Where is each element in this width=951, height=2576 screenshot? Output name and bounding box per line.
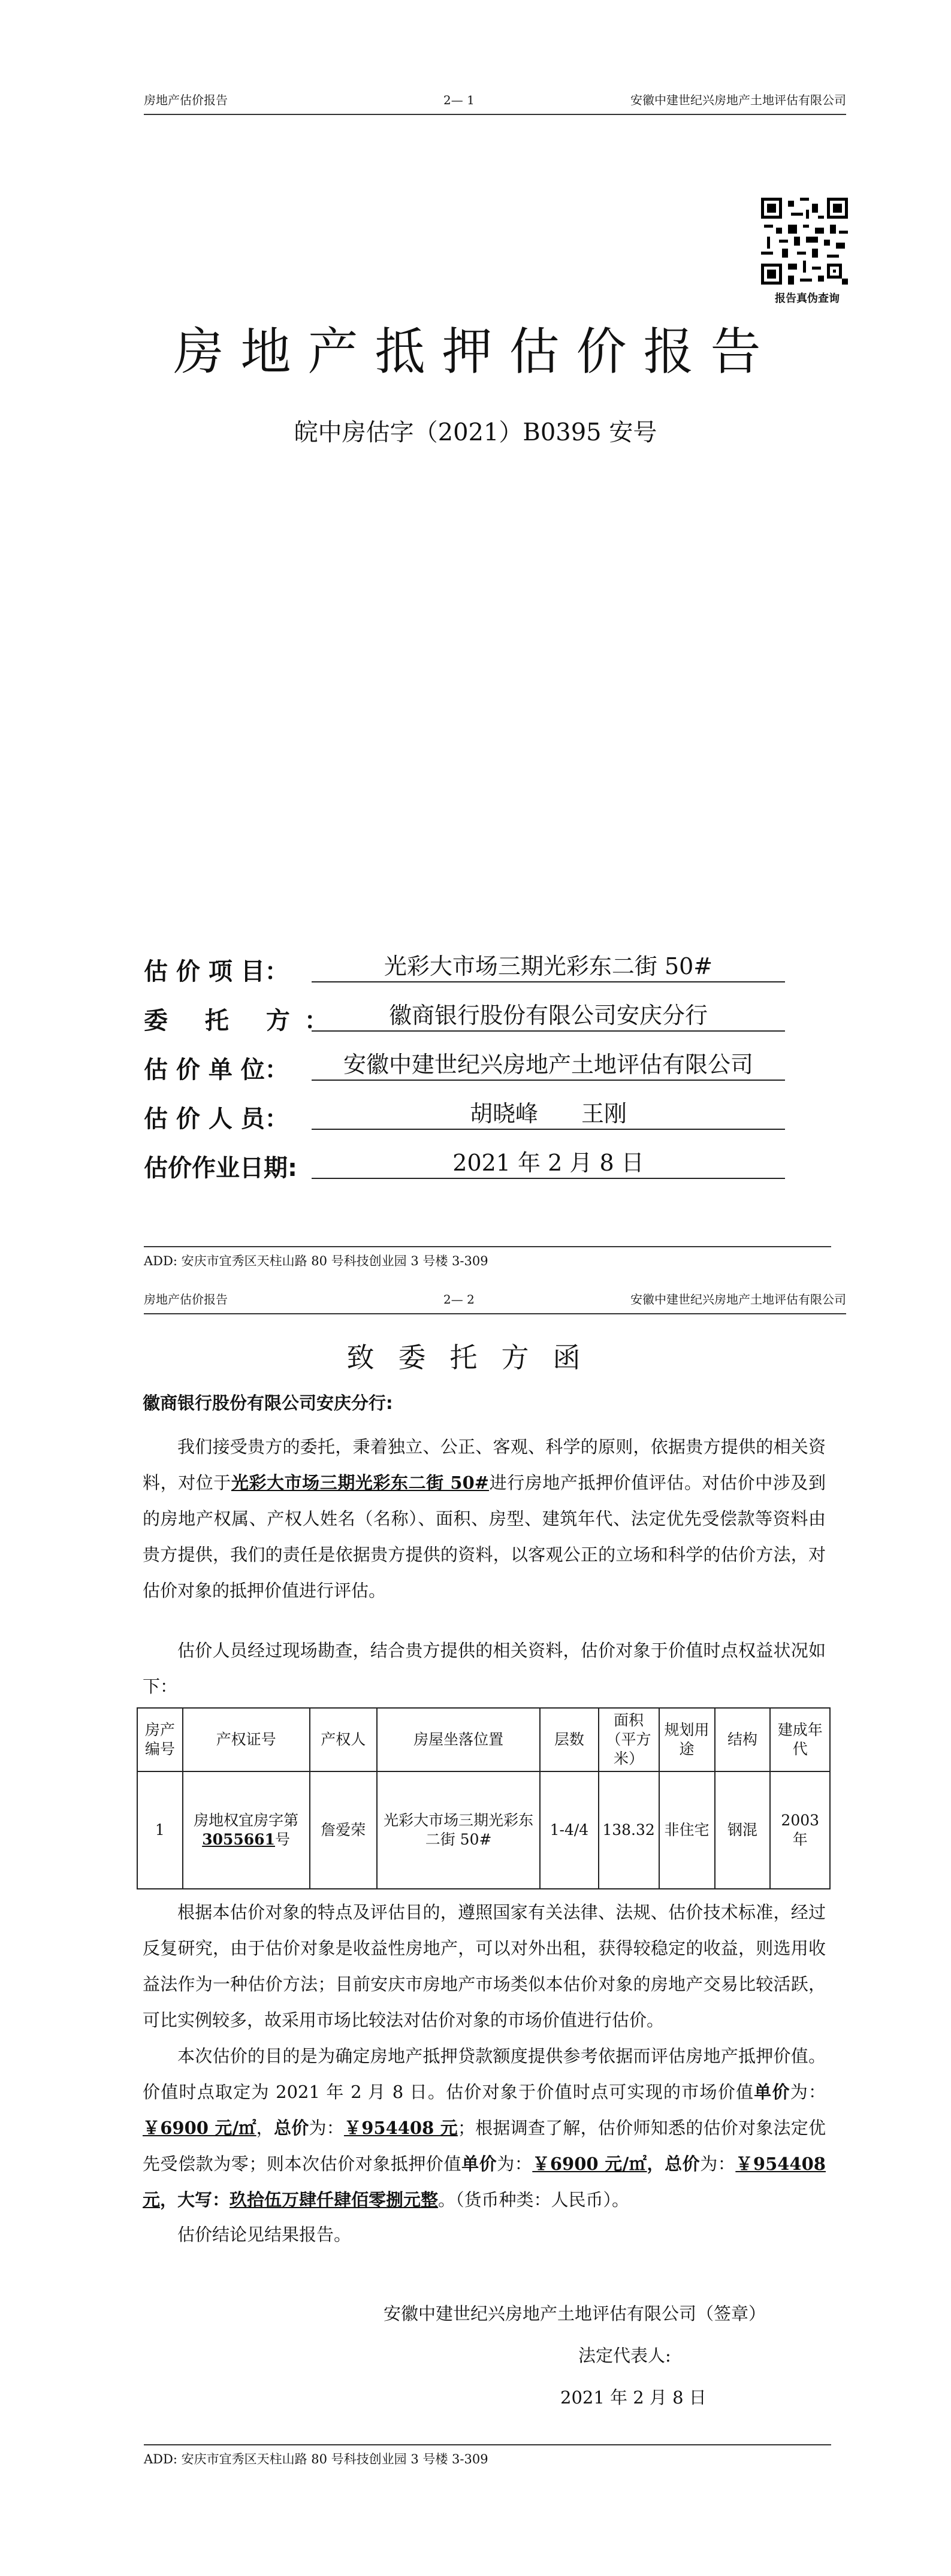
table-cell: 1 bbox=[137, 1771, 183, 1889]
info-value: 安徽中建世纪兴房地产土地评估有限公司 bbox=[312, 1051, 785, 1081]
table-cell: 詹爱荣 bbox=[310, 1771, 377, 1889]
info-value: 胡晓峰 王刚 bbox=[312, 1100, 785, 1130]
addressee: 徽商银行股份有限公司安庆分行: bbox=[143, 1393, 393, 1413]
paragraph-inspection: 估价人员经过现场勘查，结合贵方提供的相关资料，估价对象于价值时点权益状况如下： bbox=[143, 1640, 826, 1697]
report-title: 房地产抵押估价报告 bbox=[173, 322, 778, 381]
cert-number: 3055661 bbox=[202, 1831, 275, 1848]
paragraph-method: 根据本估价对象的特点及评估目的，遵照国家有关法律、法规、估价技术标准，经过反复研究，由于估价对象是收益性房地产，可以对外出租，获得较稳定的收益，则选用收益法作为一种估价方法；目前安庆市房地产市场类似本估价对象的房地产交易比较活跃，可比实例较多，故采用市场比较法对估价对象的市场价值进行估价。 bbox=[143, 1902, 826, 2030]
report-cover-page bbox=[0, 0, 951, 1282]
para-text: ， bbox=[647, 2154, 665, 2174]
header-left: 房地产估价报告 bbox=[144, 93, 228, 107]
header-page-number: 2— 2 bbox=[443, 1292, 475, 1307]
page-footer: ADD: 安庆市宜秀区天柱山路 80 号科技创业园 3 号楼 3-309 bbox=[144, 1246, 831, 1271]
para-text: 本次估价的目的是为确定房地产抵押贷款额度提供参考依据而评估房地产抵押价值。价值时点取定为 2021 年 2 月 8 日。估价对象于价值时点可实现的市场价值 bbox=[143, 2046, 826, 2102]
table-cell: 光彩大市场三期光彩东二街 50# bbox=[377, 1771, 540, 1889]
total-price-label: 总价 bbox=[665, 2154, 701, 2174]
info-value: 2021 年 2 月 8 日 bbox=[312, 1149, 785, 1179]
signature-company: 安徽中建世纪兴房地产土地评估有限公司（签章） bbox=[384, 2303, 766, 2324]
para-text: 为： bbox=[497, 2154, 533, 2174]
total-price-label: 总价 bbox=[273, 2118, 309, 2138]
info-row-appraisers bbox=[144, 1100, 815, 1138]
table-cell: 138.32 bbox=[599, 1771, 659, 1889]
cert-prefix: 房地权宜房字第 bbox=[194, 1812, 299, 1829]
qr-caption: 报告真伪查询 bbox=[775, 292, 840, 305]
header-page-number: 2— 1 bbox=[443, 93, 475, 107]
amount-in-words: 玖拾伍万肆仟肆佰零捌元整 bbox=[230, 2190, 439, 2210]
letter-title: 致委托方函 bbox=[346, 1341, 605, 1374]
info-label: 估价作业日期: bbox=[144, 1154, 297, 1182]
para-text: 为： bbox=[700, 2154, 736, 2174]
info-row-client bbox=[144, 1002, 815, 1040]
paragraph-conclusion: 估价结论见结果报告。 bbox=[177, 2224, 352, 2245]
para-text: 进行房地产抵押价值评估。对估价中涉及到的房地产权属、产权人姓名（名称）、面积、房型、建筑年代、法定优先受偿款等资料由贵方提供，我们的责任是依据贵方提供的资料，以客观公正的立场和科学的估价方法，对估价对象的抵押价值进行评估。 bbox=[143, 1473, 826, 1601]
signature-date: 2021 年 2 月 8 日 bbox=[560, 2387, 707, 2408]
table-header: 产权证号 bbox=[183, 1708, 310, 1771]
legal-representative: 法定代表人: bbox=[578, 2345, 671, 2366]
table-header: 建成年代 bbox=[770, 1708, 830, 1771]
table-header: 产权人 bbox=[310, 1708, 377, 1771]
info-label: 委 托 方： bbox=[144, 1007, 343, 1035]
letter-page bbox=[0, 1282, 951, 2576]
info-label: 估 价 人 员： bbox=[144, 1105, 289, 1133]
page-header bbox=[144, 1289, 846, 1314]
para-text: 为： bbox=[309, 2118, 344, 2138]
page-footer: ADD: 安庆市宜秀区天柱山路 80 号科技创业园 3 号楼 3-309 bbox=[144, 2444, 831, 2469]
para-text: ；根据调查了解，估价师知悉的估价对象法定优先受偿款为零；则本次估价对象抵押价值 bbox=[143, 2118, 826, 2174]
table-header: 规划用途 bbox=[659, 1708, 715, 1771]
table-cell: 非住宅 bbox=[659, 1771, 715, 1889]
unit-price-label: 单价 bbox=[461, 2154, 497, 2174]
mortgage-total-price: ￥954408 元 bbox=[143, 2154, 826, 2210]
property-table bbox=[137, 1707, 831, 1889]
paragraph-valuation bbox=[143, 2038, 826, 2218]
table-header-row bbox=[137, 1708, 830, 1771]
table-cell: 钢混 bbox=[715, 1771, 771, 1889]
paragraph-commission bbox=[143, 1429, 826, 1609]
para-text: ， bbox=[256, 2118, 274, 2138]
header-left: 房地产估价报告 bbox=[144, 1292, 228, 1307]
info-row-project bbox=[144, 953, 815, 991]
para-text: 我们接受贵方的委托，秉着独立、公正、客观、科学的原则，依据贵方提供的相关资料，对位于 bbox=[143, 1437, 826, 1493]
report-number: 皖中房估字（2021）B0395 安号 bbox=[294, 419, 657, 446]
table-row bbox=[137, 1771, 830, 1889]
info-label: 估 价 单 位： bbox=[144, 1056, 289, 1084]
table-cell: 1-4/4 bbox=[540, 1771, 598, 1889]
total-price: ￥954408 元 bbox=[343, 2118, 458, 2138]
unit-price-label: 单价 bbox=[754, 2082, 790, 2102]
info-row-work-date bbox=[144, 1149, 815, 1187]
para-text: 。（货币种类：人民币）。 bbox=[438, 2190, 630, 2210]
unit-price: ￥6900 元/㎡ bbox=[143, 2118, 256, 2138]
table-header: 结构 bbox=[715, 1708, 771, 1771]
info-value: 徽商银行股份有限公司安庆分行 bbox=[312, 1002, 785, 1032]
qr-code-icon[interactable] bbox=[761, 198, 848, 285]
para-text: 为： bbox=[790, 2082, 826, 2102]
header-company: 安徽中建世纪兴房地产土地评估有限公司 bbox=[630, 1292, 846, 1307]
mortgage-unit-price: ￥6900 元/㎡ bbox=[532, 2154, 647, 2174]
info-row-appraiser-unit bbox=[144, 1051, 815, 1089]
table-header: 房产编号 bbox=[137, 1708, 183, 1771]
header-company: 安徽中建世纪兴房地产土地评估有限公司 bbox=[630, 93, 846, 107]
table-header: 面积（平方米） bbox=[599, 1708, 659, 1771]
table-cell-cert bbox=[183, 1771, 310, 1889]
table-header: 房屋坐落位置 bbox=[377, 1708, 540, 1771]
info-value: 光彩大市场三期光彩东二街 50# bbox=[312, 953, 785, 982]
cert-suffix: 号 bbox=[274, 1831, 290, 1848]
table-cell: 2003 年 bbox=[770, 1771, 830, 1889]
property-address: 光彩大市场三期光彩东二街 50# bbox=[231, 1473, 490, 1493]
para-text: ，大写： bbox=[160, 2190, 230, 2210]
info-label: 估 价 项 目： bbox=[144, 958, 289, 985]
page-header bbox=[144, 90, 846, 115]
table-header: 层数 bbox=[540, 1708, 598, 1771]
